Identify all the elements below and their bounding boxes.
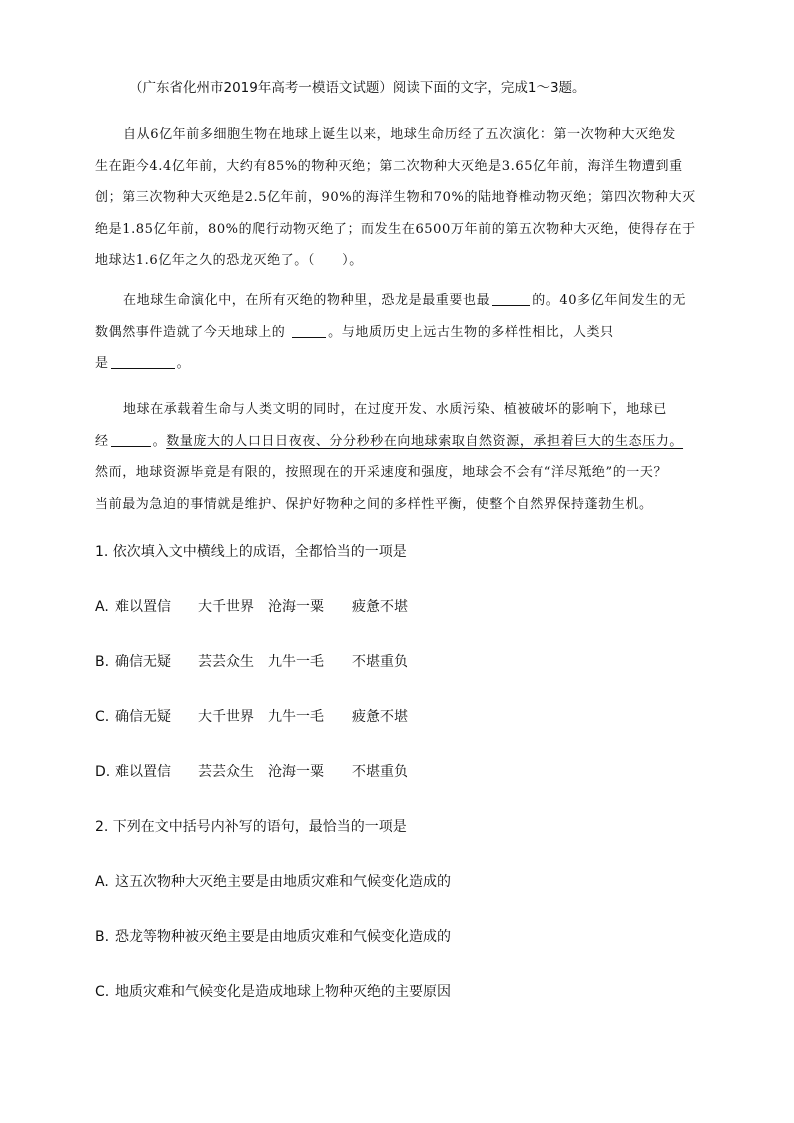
fill-blank-2 [292, 323, 326, 338]
option-word: 难以置信 [115, 764, 171, 780]
line-text: 。与地质历史上远古生物的多样性相比，人类只 [328, 324, 614, 340]
paragraph-line: 自从6亿年前多细胞生物在地球上诞生以来，地球生命历经了五次演化：第一次物种大灭绝发 [123, 127, 676, 142]
option-word: 芸芸众生 [198, 654, 254, 670]
question-2-option-a [95, 872, 451, 892]
option-word: 难以置信 [115, 599, 171, 615]
option-letter: A. [95, 599, 109, 615]
option-word: 大千世界 [198, 599, 254, 615]
paragraph-line: 当前最为急迫的事情就是维护、保护好物种之间的多样性平衡，使整个自然界保持蓬勃生机。 [95, 496, 653, 512]
paragraph-line [95, 348, 699, 380]
question-1-option-a [95, 597, 408, 617]
line-text: 的。40多亿年间发生的无 [532, 293, 686, 308]
option-word: 沧海一粟 [268, 764, 324, 780]
paragraph-line [95, 317, 699, 349]
question-1-stem: 1. 依次填入文中横线上的成语，全都恰当的一项是 [95, 544, 407, 560]
line-text: 经 [95, 433, 109, 449]
paragraph-line: 创；第三次物种大灭绝是2.5亿年前，90%的海洋生物和70%的陆地脊椎动物灭绝；第四次物种大灭 [95, 190, 696, 205]
option-letter: B. [95, 654, 110, 670]
underlined-sentence: 数量庞大的人口日日夜夜、分分秒秒在向地球索取自然资源，承担着巨大的生态压力。 [166, 433, 684, 449]
question-1-option-d [95, 762, 408, 782]
paragraph-line: 地球达1.6亿年之久的恐龙灭绝了。（ ）。 [95, 253, 363, 268]
option-letter: B. [95, 929, 110, 945]
question-2-option-c [95, 982, 451, 1002]
fill-blank-4 [111, 432, 151, 447]
line-text: 数偶然事件造就了今天地球上的 [95, 324, 291, 340]
fill-blank-3 [111, 354, 175, 369]
option-word: 沧海一粟 [268, 599, 324, 615]
line-text: 在地球生命演化中，在所有灭绝的物种里，恐龙是最重要也最 [123, 293, 491, 308]
question-2-option-b [95, 927, 451, 947]
option-word: 芸芸众生 [198, 764, 254, 780]
passage-paragraph-2 [95, 285, 699, 380]
paragraph-line: 生在距今4.4亿年前，大约有85%的物种灭绝；第二次物种大灭绝是3.65亿年前，海洋生物遭到重 [95, 158, 683, 174]
option-text: 地质灾难和气候变化是造成地球上物种灭绝的主要原因 [115, 984, 451, 1000]
option-text: 恐龙等物种被灭绝主要是由地质灾难和气候变化造成的 [115, 929, 451, 945]
option-word: 九牛一毛 [268, 654, 324, 670]
paragraph-line: 绝是1.85亿年前，80%的爬行动物灭绝了；而发生在6500万年前的第五次物种大灭绝，使得存在于 [95, 221, 696, 237]
line-text: 。 [152, 433, 167, 449]
paragraph-line [95, 426, 699, 458]
line-text: 是 [95, 356, 109, 371]
question-1-option-b [95, 652, 408, 672]
option-word: 确信无疑 [115, 654, 171, 670]
paragraph-line: 地球在承载着生命与人类文明的同时，在过度开发、水质污染、植被破坏的影响下，地球已 [123, 402, 668, 417]
option-word: 不堪重负 [352, 654, 408, 670]
option-letter: D. [95, 764, 111, 780]
line-text: 。 [176, 356, 191, 371]
option-word: 疲惫不堪 [352, 599, 408, 615]
option-word: 确信无疑 [115, 709, 171, 725]
option-word: 九牛一毛 [268, 709, 324, 725]
option-letter: C. [95, 984, 110, 1000]
option-letter: A. [95, 874, 109, 890]
question-1-option-c [95, 707, 408, 727]
paragraph-line: 然而，地球资源毕竟是有限的，按照现在的开采速度和强度，地球会不会有“洋尽羝绝”的一天？ [95, 465, 668, 480]
option-word: 疲惫不堪 [352, 709, 408, 725]
passage-paragraph-1 [95, 119, 699, 277]
option-word: 不堪重负 [352, 764, 408, 780]
passage-paragraph-3 [95, 394, 699, 520]
question-2-stem: 2. 下列在文中括号内补写的语句，最恰当的一项是 [95, 819, 407, 835]
fill-blank-1 [492, 291, 530, 306]
option-letter: C. [95, 709, 110, 725]
option-text: 这五次物种大灭绝主要是由地质灾难和气候变化造成的 [115, 874, 451, 890]
passage-intro: （广东省化州市2019年高考一模语文试题）阅读下面的文字，完成1～3题。 [129, 80, 586, 96]
option-word: 大千世界 [198, 709, 254, 725]
paragraph-line [95, 285, 699, 317]
